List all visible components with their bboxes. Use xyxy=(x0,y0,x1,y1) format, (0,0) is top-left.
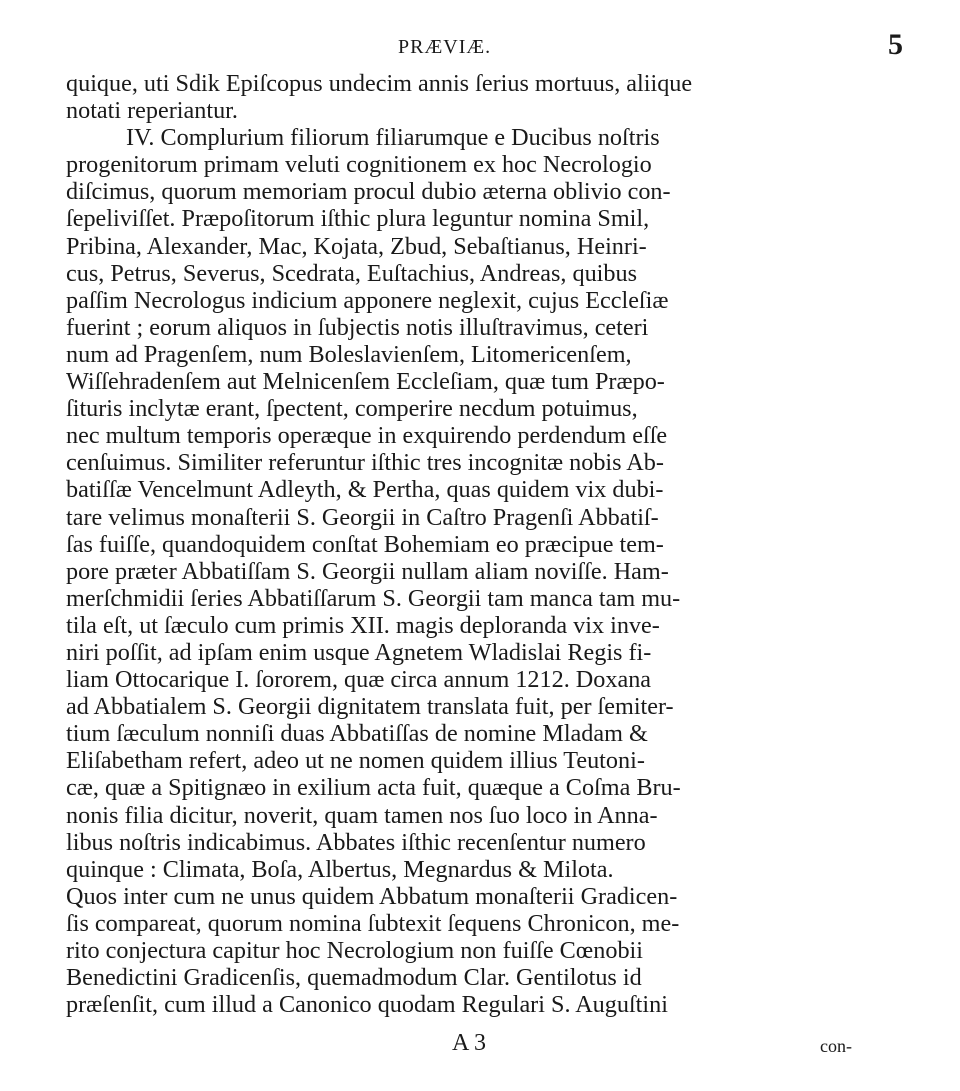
text-line: pore præter Abbatiſſam S. Georgii nullam aliam noviſſe. Ham- xyxy=(66,557,669,585)
text-line: libus noſtris indicabimus. Abbates iſthic recenſentur numero xyxy=(66,828,646,856)
text-line: liam Ottocarique I. ſororem, quæ circa annum 1212. Doxana xyxy=(66,666,652,694)
text-line: Wiſſehradenſem aut Melnicenſem Eccleſiam, quæ tum Præpo- xyxy=(66,368,665,396)
signature-mark: A 3 xyxy=(452,1030,487,1056)
text-line: ad Abbatialem S. Georgii dignitatem translata fuit, per ſemiter- xyxy=(66,693,674,721)
catchword: con- xyxy=(820,1036,852,1056)
text-line: num ad Pragenſem, num Boleslavienſem, Litomericenſem, xyxy=(66,340,632,368)
text-line: IV. Complurium filiorum filiarumque e Ducibus noſtris xyxy=(126,124,660,152)
page-header xyxy=(0,26,960,66)
text-line: niri poſſit, ad ipſam enim usque Agnetem Wladislai Regis fi- xyxy=(66,638,652,666)
text-line: paſſim Necrologus indicium apponere neglexit, cujus Eccleſiæ xyxy=(66,286,669,314)
text-line: nec multum temporis operæque in exquirendo perdendum eſſe xyxy=(66,422,668,450)
text-line: batiſſæ Vencelmunt Adleyth, & Pertha, quas quidem vix dubi- xyxy=(66,476,664,504)
text-line: quinque : Climata, Boſa, Albertus, Megnardus & Milota. xyxy=(66,855,614,883)
text-line: merſchmidii ſeries Abbatiſſarum S. Georgii tam manca tam mu- xyxy=(66,584,681,612)
text-line: Pribina, Alexander, Mac, Kojata, Zbud, Sebaſtianus, Heinri- xyxy=(66,232,647,260)
text-line: diſcimus, quorum memoriam procul dubio æterna oblivio con- xyxy=(66,178,671,206)
text-line: rito conjectura capitur hoc Necrologium non fuiſſe Cœnobii xyxy=(66,937,643,964)
page-number: 5 xyxy=(888,28,903,61)
text-line: cenſuimus. Similiter referuntur iſthic tres incognitæ nobis Ab- xyxy=(66,449,664,477)
text-line: præſenſit, cum illud a Canonico quodam Regulari S. Auguſtini xyxy=(66,991,668,1019)
text-line: Benedictini Gradicenſis, quemadmodum Clar. Gentilotus id xyxy=(66,964,642,992)
text-line: ſis compareat, quorum nomina ſubtexit ſequens Chronicon, me- xyxy=(66,909,680,937)
text-line: ſituris inclytæ erant, ſpectent, comperire necdum potuimus, xyxy=(66,395,638,423)
text-line: cus, Petrus, Severus, Scedrata, Euſtachius, Andreas, quibus xyxy=(66,259,637,287)
text-line: tare velimus monaſterii S. Georgii in Caſtro Pragenſi Abbatiſ- xyxy=(66,503,659,531)
text-line: fuerint ; eorum aliquos in ſubjectis notis illuſtravimus, ceteri xyxy=(66,313,649,341)
text-line: progenitorum primam veluti cognitionem ex hoc Necrologio xyxy=(66,151,652,179)
body-text xyxy=(66,70,826,1018)
text-line: Quos inter cum ne unus quidem Abbatum monaſterii Gradicen- xyxy=(66,882,678,910)
text-line: tila eſt, ut ſæculo cum primis XII. magis deploranda vix inve- xyxy=(66,611,660,639)
text-line: tium ſæculum nonniſi duas Abbatiſſas de nomine Mladam & xyxy=(66,720,648,748)
text-line: quique, uti Sdik Epiſcopus undecim annis ſerius mortuus, aliique xyxy=(66,70,693,97)
text-line: Eliſabetham refert, adeo ut ne nomen quidem illius Teutoni- xyxy=(66,747,645,775)
text-line: notati reperiantur. xyxy=(66,97,238,125)
text-line: nonis filia dicitur, noverit, quam tamen nos ſuo loco in Anna- xyxy=(66,801,658,829)
page-footer xyxy=(0,1030,960,1080)
text-line: ſepeliviſſet. Præpoſitorum iſthic plura leguntur nomina Smil, xyxy=(66,205,650,233)
text-line: cæ, quæ a Spitignæo in exilium acta fuit, quæque a Coſma Bru- xyxy=(66,774,681,802)
text-line: ſas fuiſſe, quandoquidem conſtat Bohemiam eo præcipue tem- xyxy=(66,530,664,558)
running-title: PRÆVIÆ. xyxy=(398,36,492,58)
